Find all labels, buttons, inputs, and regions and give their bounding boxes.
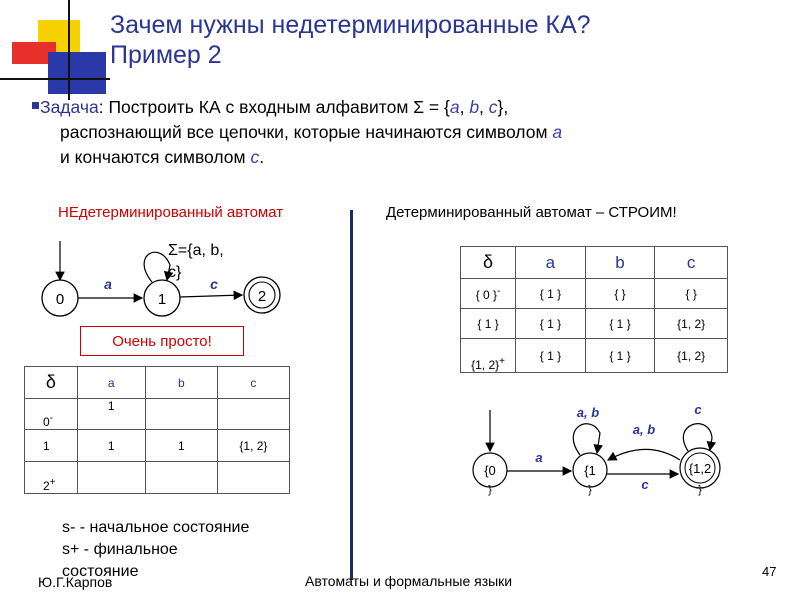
legend-final: s+ - финальное [62, 541, 178, 558]
nfa-edge-1-2 [180, 295, 242, 297]
nfa-state-0-label: 0 [55, 291, 65, 308]
nfa-table-header-delta: δ [25, 367, 78, 399]
nfa-diagram [0, 225, 350, 325]
legend-initial: s- - начальное состояние [62, 519, 250, 536]
dfa-state-1-label-b: } [588, 484, 592, 496]
table-row: 2+ [25, 462, 290, 494]
nfa-table-header-c: c [217, 367, 289, 399]
footer-author: Ю.Г.Карпов [38, 574, 113, 590]
dfa-loop-1 [573, 424, 600, 455]
dfa-edge-2-1 [608, 449, 680, 460]
dfa-table-header-delta: δ [461, 247, 516, 279]
table-row: { 0 }- { 1 } { } { } [461, 279, 728, 309]
nfa-transition-table [24, 366, 290, 494]
dfa-transition-table [460, 246, 728, 373]
logo-square-blue [48, 52, 106, 94]
nfa-loop-1 [144, 252, 170, 282]
dfa-diagram [440, 398, 740, 508]
dfa-state-1-label: {1 [584, 463, 596, 478]
dfa-state-0-label: {0 [484, 463, 496, 478]
dfa-table-header-b: b [585, 247, 655, 279]
dfa-state-2-label: {1,2 [688, 461, 712, 476]
dfa-state-0-label-b: } [488, 484, 492, 496]
nfa-state-1-label: 1 [157, 291, 167, 308]
dfa-loop-2 [683, 424, 712, 451]
logo-vertical-line [68, 0, 70, 100]
table-row: 1 1 1 {1, 2} [25, 430, 290, 462]
column-divider [350, 210, 353, 580]
dfa-state-2-label-b: } [698, 484, 702, 496]
bullet-square [32, 102, 39, 109]
task-text: Задача: Построить КА с входным алфавитом Σ = {a, b, c}, распознающий все цепочки, которые начинаются символом a и кончаются символом c. [40, 97, 563, 167]
nfa-loop-label: Σ={a, b, [168, 242, 224, 259]
slide-title [110, 10, 790, 70]
nfa-edge-0-1-label: a [104, 276, 112, 292]
dfa-header: Детерминированный автомат – СТРОИМ! [386, 204, 677, 221]
dfa-table-header-a: a [516, 247, 586, 279]
dfa-table-header-c: c [655, 247, 728, 279]
logo-horizontal-line [0, 78, 110, 80]
nfa-loop-label-2: c} [168, 264, 182, 281]
dfa-loop-1-label: a, b [576, 405, 600, 420]
dfa-loop-2-label: c [694, 402, 702, 417]
dfa-edge-1-2-label: c [641, 477, 649, 492]
table-row: { 1 } { 1 } { 1 } {1, 2} [461, 309, 728, 339]
nfa-edge-1-2-label: c [210, 276, 218, 292]
nfa-table-header-b: b [145, 367, 217, 399]
table-row: {1, 2}+ { 1 } { 1 } {1, 2} [461, 339, 728, 373]
task-label: Задача [40, 97, 99, 117]
dfa-edge-0-1-label: a [535, 450, 543, 465]
nfa-state-2-label: 2 [257, 288, 267, 305]
title-line-1: Зачем нужны недетерминированные КА? [110, 11, 591, 39]
legend-final-cont: состояние [62, 563, 139, 580]
simple-note: Очень просто! [80, 326, 244, 356]
nfa-table-header-a: a [77, 367, 145, 399]
page-number: 47 [762, 564, 777, 579]
dfa-edge-2-1-label: a, b [632, 422, 656, 437]
footer-title: Автоматы и формальные языки [305, 573, 513, 589]
table-row: 0- 1 [25, 399, 290, 430]
title-line-2: Пример 2 [110, 41, 222, 69]
nfa-header: НЕдетерминированный автомат [58, 204, 284, 221]
